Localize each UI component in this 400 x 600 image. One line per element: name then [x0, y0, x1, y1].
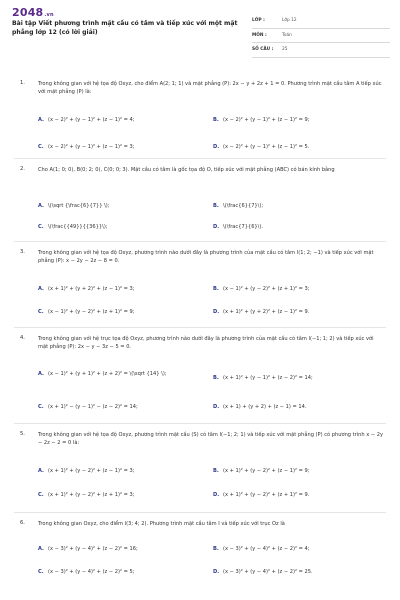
answer-text: (x + 1)² + (y − 2)² + (z − 1)² = 9;	[223, 468, 310, 474]
answer-letter: A.	[38, 468, 44, 474]
answer-letter: D.	[213, 569, 220, 575]
answer-text: (x − 3)² + (y − 4)² + (z − 2)² = 4;	[223, 546, 310, 552]
meta-table	[252, 14, 390, 58]
answer-text: (x − 2)² + (y − 1)² + (z − 1)² = 5.	[223, 144, 310, 150]
answer-text: (x + 1)² + (y − 2)² + (z + 1)² = 9.	[223, 492, 310, 498]
answer-letter: B.	[213, 203, 219, 209]
document-header	[0, 0, 400, 70]
meta-row-count	[252, 43, 390, 58]
answer-text: \(\sqrt {\frac{6}{7}} \);	[48, 203, 110, 209]
answer-text: (x + 1)² + (y + 2)² + (z − 1)² = 3;	[48, 286, 135, 292]
answer-letter: C.	[38, 404, 44, 410]
question-divider	[14, 423, 386, 424]
answer-letter: A.	[38, 203, 44, 209]
answer-letter: D.	[213, 309, 220, 315]
answer-letter: D.	[213, 404, 220, 410]
answer-letter: C.	[38, 309, 44, 315]
question-number: 4.	[20, 335, 25, 341]
meta-label-count: SỐ CÂU :	[252, 47, 274, 53]
meta-row-subject	[252, 29, 390, 44]
question-text: Trong không gian với hệ trục tọa độ Oxyz, phương trình nào dưới đây là phương trình của mặt cầu có tâm I(−1; 1; 2) và tiếp xúc với mặt phẳng (P): 2x − y − 3z − 5 = 0.	[38, 336, 374, 351]
meta-label-class: LỚP :	[252, 18, 265, 24]
answer-letter: B.	[213, 468, 219, 474]
answer-text: \(\frac{{49}}{{36}}\);	[48, 224, 108, 230]
answer-text: (x − 1)² + (y − 2)² + (z + 1)² = 3;	[223, 286, 310, 292]
answer-text: (x − 1)² + (y + 1)² + (z + 2)² = \(\sqrt {14} \);	[48, 371, 167, 377]
answer-text: \(\frac{6}{7}\);	[223, 203, 264, 209]
question-divider	[14, 512, 386, 513]
meta-value-class: Lớp 12	[282, 18, 297, 24]
answer-letter: D.	[213, 224, 220, 230]
question-text: Cho A(1; 0; 0), B(0; 2; 0), C(0; 0; 3). Mặt cầu có tâm là gốc tọa độ O, tiếp xúc với mặt phẳng (ABC) có bán kính bằng	[38, 167, 335, 173]
answer-text: \(\frac{7}{6}\).	[223, 224, 263, 230]
answer-text: (x + 1)² + (y − 2)² + (z − 1)² = 3;	[48, 468, 135, 474]
answer-letter: A.	[38, 286, 44, 292]
answer-letter: D.	[213, 492, 220, 498]
answer-text: (x + 1)² + (y + 2)² + (z − 1)² = 9.	[223, 309, 310, 315]
answer-letter: D.	[213, 144, 220, 150]
answer-letter: B.	[213, 375, 219, 381]
question-number: 5.	[20, 431, 25, 437]
question-text: Trong không gian với hệ tọa độ Oxyz, cho điểm A(2; 1; 1) và mặt phẳng (P): 2x − y + 2z + 1 = 0. Phương trình mặt cầu tâm A tiếp xúc với mặt phẳng (P) là:	[38, 81, 382, 96]
answer-text: (x − 3)² + (y − 4)² + (z − 2)² = 5;	[48, 569, 135, 575]
answer-letter: A.	[38, 117, 44, 123]
logo-text: 2048	[12, 6, 44, 19]
answer-text: (x − 2)² + (y − 1)² + (z − 1)² = 9;	[223, 117, 310, 123]
question-number: 3.	[20, 249, 25, 255]
question-number: 1.	[20, 80, 25, 86]
question-text: Trong không gian Oxyz, cho điểm I(3; 4; 2). Phương trình mặt cầu tâm I và tiếp xúc với trục Oz là	[38, 521, 285, 527]
question-divider	[14, 158, 386, 159]
answer-text: (x + 1)² − (y − 1)² − (z − 2)² = 14;	[48, 404, 138, 410]
answer-letter: B.	[213, 286, 219, 292]
meta-value-count: 25	[282, 47, 288, 53]
answer-letter: C.	[38, 569, 44, 575]
site-logo[interactable]	[12, 6, 54, 19]
question-text: Trong không gian với hệ tọa độ Oxyz, phương trình nào dưới đây là phương trình của mặt cầu có tâm I(1; 2; −1) và tiếp xúc với mặt phẳng (P): x − 2y − 2z − 8 = 0.	[38, 250, 374, 265]
answer-text: (x − 3)² + (y − 4)² + (z − 2)² = 16;	[48, 546, 138, 552]
answer-text: (x − 1)² + (y − 2)² + (z + 1)² = 9;	[48, 309, 135, 315]
answer-text: (x + 1) + (y + 2) + (z − 1) = 14.	[223, 404, 307, 410]
answer-letter: C.	[38, 224, 44, 230]
answer-text: (x − 2)² + (y − 1)² + (z − 1)² = 3;	[48, 144, 135, 150]
question-divider	[14, 327, 386, 328]
answer-letter: B.	[213, 117, 219, 123]
meta-row-class	[252, 14, 390, 29]
question-number: 2.	[20, 166, 25, 172]
meta-label-subject: MÔN :	[252, 32, 267, 38]
answer-text: (x + 1)² + (y − 2)² + (z + 1)² = 3;	[48, 492, 135, 498]
answer-text: (x − 2)² + (y − 1)² + (z − 1)² = 4;	[48, 117, 135, 123]
question-text: Trong không gian với hệ tọa độ Oxyz, phương trình mặt cầu (S) có tâm I(−1; 2; 1) và tiếp xúc với mặt phẳng (P) có phương trình x − 2y − 2z − 2 = 0 là:	[38, 432, 384, 447]
question-number: 6.	[20, 520, 25, 526]
answer-text: (x + 1)² + (y − 1)² + (z − 2)² = 14;	[223, 375, 313, 381]
answer-letter: B.	[213, 546, 219, 552]
answer-letter: A.	[38, 371, 44, 377]
meta-value-subject: Toán	[282, 32, 292, 38]
answer-text: (x − 3)² + (y − 4)² + (z − 2)² = 25.	[223, 569, 313, 575]
answer-letter: C.	[38, 492, 44, 498]
logo-suffix: .vn	[44, 12, 54, 18]
question-divider	[14, 241, 386, 242]
document-title: Bài tập Viết phương trình mặt cầu có tâm và tiếp xúc với một mặt phẳng lớp 12 (có lời giải)	[12, 20, 238, 36]
answer-letter: C.	[38, 144, 44, 150]
answer-letter: A.	[38, 546, 44, 552]
